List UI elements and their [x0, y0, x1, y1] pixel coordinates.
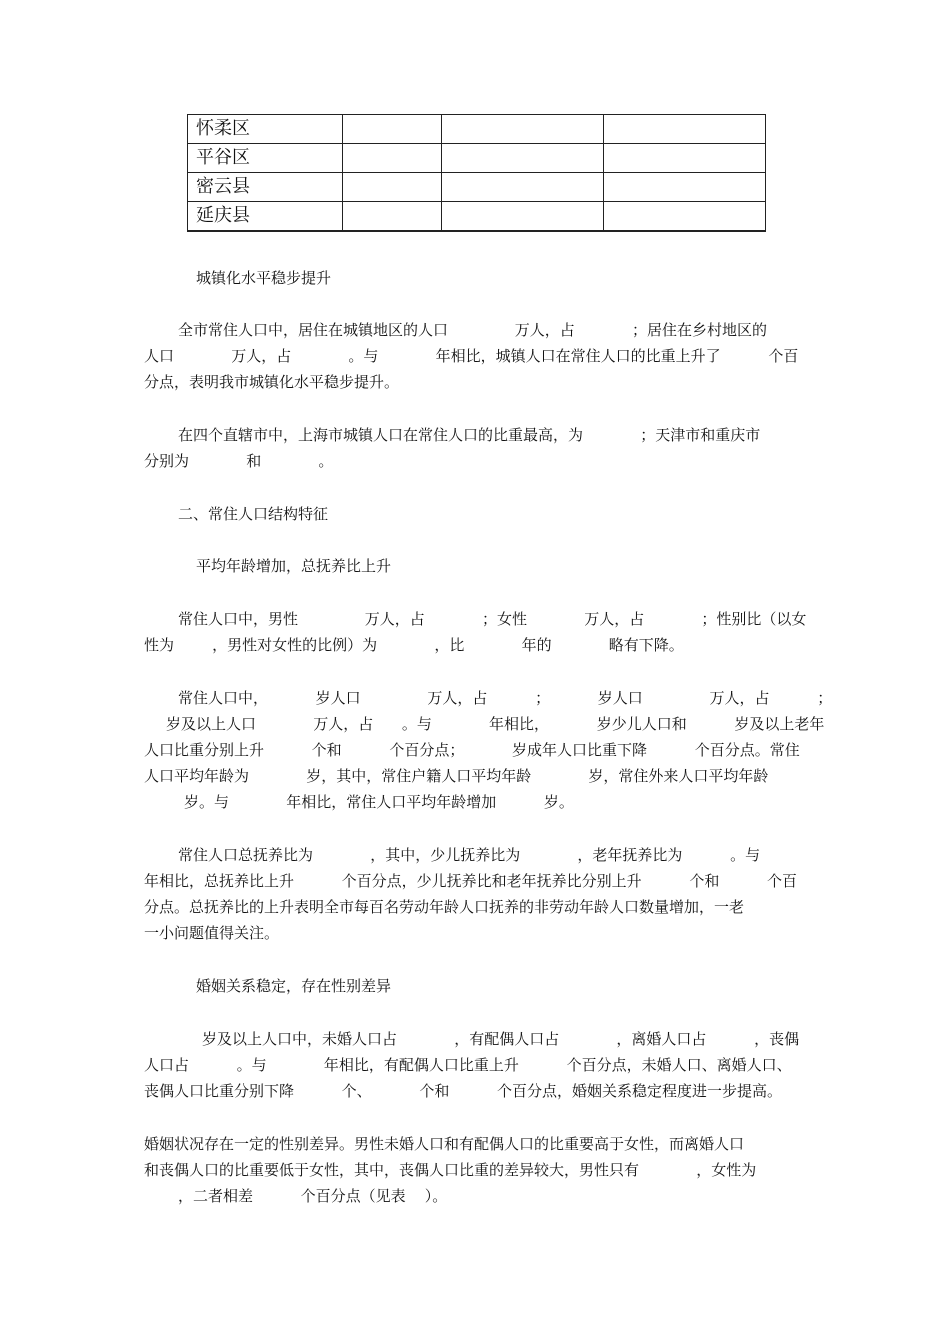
paragraph-line: 人口占 。与 年相比，有配偶人口比重上升 个百分点，未婚人口、离婚人口、: [144, 1056, 792, 1074]
paragraph-line: 在四个直辖市中，上海市城镇人口在常住人口的比重最高，为 ；天津市和重庆市: [178, 426, 761, 444]
paragraph-line: ，二者相差 个百分点（见表 ）。: [178, 1187, 448, 1205]
table-row: [188, 173, 766, 202]
table-cell: 密云县: [188, 173, 343, 202]
table-cell: [343, 115, 442, 144]
paragraph-line: 和丧偶人口的比重要低于女性，其中，丧偶人口比重的差异较大，男性只有 ，女性为: [144, 1161, 757, 1179]
paragraph-line: 常住人口总抚养比为 ，其中，少儿抚养比为 ，老年抚养比为 。与: [178, 846, 761, 864]
table-cell: [442, 202, 604, 232]
paragraph-line: 岁。与 年相比，常住人口平均年龄增加 岁。: [184, 793, 574, 811]
paragraph-line: 岁及以上人口 万人，占 。与 年相比， 岁少儿人口和 岁及以上老年: [166, 715, 825, 733]
table-cell: [343, 144, 442, 173]
paragraph-line: 人口平均年龄为 岁，其中，常住户籍人口平均年龄 岁，常住外来人口平均年龄: [144, 767, 769, 785]
section-heading-age: 平均年龄增加，总抚养比上升: [196, 557, 392, 575]
paragraph-line: 年相比，总抚养比上升 个百分点，少儿抚养比和老年抚养比分别上升 个和 个百: [144, 872, 798, 890]
table-row: [188, 115, 766, 144]
table-cell: [604, 115, 766, 144]
paragraph-line: 一小问题值得关注。: [144, 924, 280, 942]
paragraph-line: 岁及以上人口中，未婚人口占 ，有配偶人口占 ，离婚人口占 ，丧偶: [202, 1030, 800, 1048]
table-cell: [604, 202, 766, 232]
table-cell: [442, 144, 604, 173]
paragraph-line: 分点，表明我市城镇化水平稳步提升。: [144, 373, 400, 391]
section-heading-marriage: 婚姻关系稳定，存在性别差异: [196, 977, 392, 995]
table-cell: 延庆县: [188, 202, 343, 232]
paragraph-line: 性为 ，男性对女性的比例）为 ，比 年的 略有下降。: [144, 636, 684, 654]
paragraph-line: 分点。总抚养比的上升表明全市每百名劳动年龄人口抚养的非劳动年龄人口数量增加，一老: [144, 898, 745, 916]
table-row: [188, 202, 766, 232]
paragraph-line: 分别为 和 。: [144, 452, 334, 470]
section-heading-structure: 二、常住人口结构特征: [178, 505, 329, 523]
paragraph-line: 丧偶人口比重分别下降 个、 个和 个百分点，婚姻关系稳定程度进一步提高。: [144, 1082, 783, 1100]
paragraph-line: 人口比重分别上升 个和 个百分点； 岁成年人口比重下降 个百分点。常住: [144, 741, 800, 759]
table-cell: 怀柔区: [188, 115, 343, 144]
table-row: [188, 144, 766, 173]
table-cell: [343, 202, 442, 232]
table-cell: [442, 173, 604, 202]
paragraph-line: 人口 万人，占 。与 年相比，城镇人口在常住人口的比重上升了 个百: [144, 347, 799, 365]
table-cell: [604, 144, 766, 173]
district-table: [187, 114, 766, 232]
table-cell: 平谷区: [188, 144, 343, 173]
paragraph-line: 全市常住人口中，居住在城镇地区的人口 万人，占 ；居住在乡村地区的: [178, 321, 767, 339]
section-heading-urbanization: 城镇化水平稳步提升: [196, 269, 332, 287]
paragraph-line: 常住人口中，男性 万人，占 ；女性 万人，占 ；性别比（以女: [178, 610, 807, 628]
table-cell: [604, 173, 766, 202]
table-cell: [343, 173, 442, 202]
paragraph-line: 婚姻状况存在一定的性别差异。男性未婚人口和有配偶人口的比重要高于女性，而离婚人口: [144, 1135, 745, 1153]
paragraph-line: 常住人口中， 岁人口 万人，占 ； 岁人口 万人，占 ；: [178, 689, 833, 707]
table-cell: [442, 115, 604, 144]
